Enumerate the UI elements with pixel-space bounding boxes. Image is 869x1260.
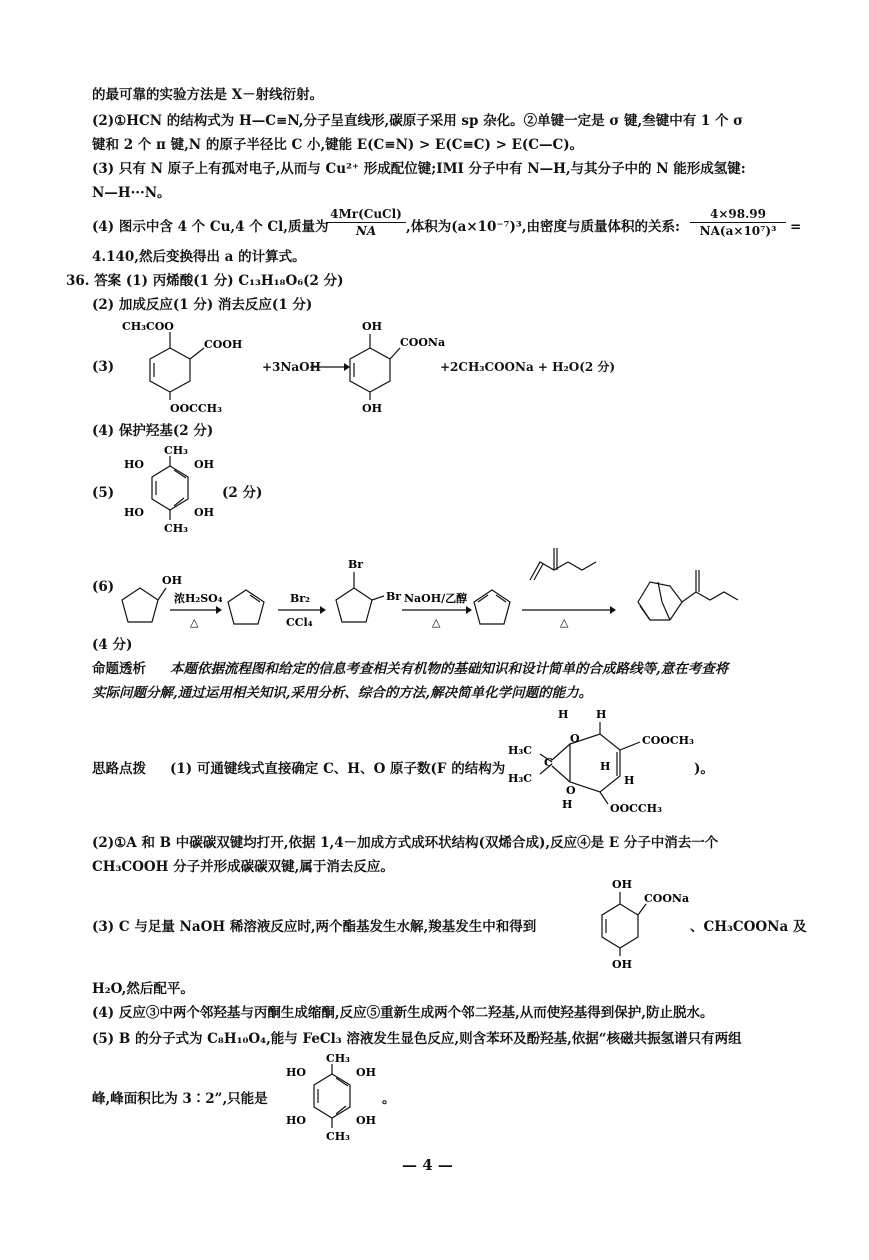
f-quaternary-carbon: C <box>544 756 553 769</box>
substituent-hydroxyl-bottom: OH <box>362 402 382 415</box>
f-hydrogen-1: H <box>558 708 569 721</box>
f-hydrogen-5: H <box>562 798 573 811</box>
final-methyl-1: CH₃ <box>326 1052 350 1065</box>
text-line-2: (2)①HCN 的结构式为 H—C≡N,分子呈直线形,碳原子采用 sp 杂化。②单键一定是 σ 键,叁键中有 1 个 σ <box>92 113 744 129</box>
text-line-19: CH₃COOH 分子并形成碳碳双键,属于消去反应。 <box>92 859 394 875</box>
text-line-17-end: )。 <box>694 761 714 777</box>
fraction-mass-denominator: NA <box>355 224 377 238</box>
bromine-2: Br <box>386 590 402 603</box>
structure-tetraol <box>120 442 230 538</box>
f-hydrogen-4: H <box>600 760 611 773</box>
fraction-density <box>690 206 786 239</box>
section-label-analysis: 命题透析 <box>92 661 146 677</box>
structure-compound-f <box>500 704 700 816</box>
structure-product-diol-salt <box>338 318 448 416</box>
cyclopentanol-oh: OH <box>162 574 182 587</box>
text-line-6a: (4) 图示中含 4 个 Cu,4 个 Cl,质量为 <box>92 219 329 235</box>
fraction-mass <box>326 206 406 239</box>
text-line-23: (5) B 的分子式为 C₈H₁₀O₄,能与 FeCl₃ 溶液发生显色反应,则含苯环及酚羟基,依据“核磁共振氢谱只有两组 <box>92 1031 742 1047</box>
text-line-8: 36. 答案 (1) 丙烯酸(1 分) C₁₃H₁₈O₆(2 分) <box>66 273 344 289</box>
text-line-16: 实际问题分解,通过运用相关知识,采用分析、综合的方法,解决简单化学问题的能力。 <box>92 685 593 701</box>
fraction-density-denominator: NA(a×10⁷)³ <box>699 224 777 238</box>
carboxylate: COONa <box>644 892 690 905</box>
hydroxyl-2: OH <box>194 458 214 471</box>
f-hydrogen-3: H <box>624 774 635 787</box>
f-acetoxy: OOCCH₃ <box>610 802 662 815</box>
reagent-naoh: +3NaOH <box>262 360 321 374</box>
final-hydroxyl-3: HO <box>286 1114 306 1127</box>
f-ring-oxygen-2: O <box>566 784 576 797</box>
condition-heat-1: △ <box>190 616 199 629</box>
text-line-12: (5) <box>92 485 115 501</box>
text-line-5: N—H···N。 <box>92 185 171 201</box>
text-line-24: 峰,峰面积比为 3∶2”,只能是 <box>92 1091 268 1107</box>
text-line-17: (1) 可通键线式直接确定 C、H、O 原子数(F 的结构为 <box>170 761 506 777</box>
f-ring-oxygen-1: O <box>570 732 580 745</box>
score-5: (2 分) <box>222 485 263 501</box>
final-hydroxyl-2: OH <box>356 1066 376 1079</box>
synthesis-route <box>110 540 790 636</box>
text-line-24-end: 。 <box>382 1091 396 1107</box>
bromine-1: Br <box>348 558 364 571</box>
structure-hydrolysis-product <box>594 876 694 972</box>
products-tail: +2CH₃COONa + H₂O(2 分) <box>440 360 616 374</box>
hydroxyl-top: OH <box>612 878 632 891</box>
reagent-bromine: Br₂ <box>290 592 310 605</box>
reagent-sulfuric-acid: 浓H₂SO₄ <box>174 592 223 605</box>
substituent-carboxyl: COOH <box>204 338 243 351</box>
methyl-2: CH₃ <box>164 522 188 535</box>
condition-heat-3: △ <box>432 616 441 629</box>
final-methyl-2: CH₃ <box>326 1130 350 1143</box>
substituent-acetoxy-bottom: OOCCH₃ <box>170 402 222 415</box>
final-hydroxyl-4: OH <box>356 1114 376 1127</box>
page-number: — 4 — <box>402 1156 453 1174</box>
section-label-hint: 思路点拨 <box>92 761 146 777</box>
solvent-ccl4: CCl₄ <box>286 616 313 629</box>
text-line-4: (3) 只有 N 原子上有孤对电子,从而与 Cu²⁺ 形成配位键;IMI 分子中有 N—H,与其分子中的 N 能形成氢键: <box>92 161 746 177</box>
substituent-acetoxy-top: CH₃COO <box>122 320 174 333</box>
substituent-carboxylate: COONa <box>400 336 446 349</box>
f-hydrogen-2: H <box>596 708 607 721</box>
text-line-20-tail: 、CH₃COONa 及 <box>690 919 807 935</box>
text-line-3: 键和 2 个 π 键,N 的原子半径比 C 小,键能 E(C≡N) > E(C≡C) > E(C—C)。 <box>92 137 584 153</box>
hydroxyl-1: HO <box>124 458 144 471</box>
text-line-7: 4.140,然后变换得出 a 的计算式。 <box>92 249 306 265</box>
structure-reactant-diacetate <box>118 318 258 416</box>
f-methyl-2: H₃C <box>508 772 532 785</box>
text-line-14: (4 分) <box>92 637 133 653</box>
fraction-density-numerator: 4×98.99 <box>690 206 786 223</box>
text-line-20: (3) C 与足量 NaOH 稀溶液反应时,两个酯基发生水解,羧基发生中和得到 <box>92 919 537 935</box>
structure-final-tetraol <box>282 1050 392 1146</box>
text-line-9: (2) 加成反应(1 分) 消去反应(1 分) <box>92 297 313 313</box>
text-line-6b: ,体积为(a×10⁻⁷)³,由密度与质量体积的关系: <box>406 219 680 235</box>
substituent-hydroxyl-top: OH <box>362 320 382 333</box>
final-hydroxyl-1: HO <box>286 1066 306 1079</box>
text-line-22: (4) 反应③中两个邻羟基与丙酮生成缩酮,反应⑤重新生成两个邻二羟基,从而使羟基得到保护,防止脱水。 <box>92 1005 714 1021</box>
hydroxyl-bottom: OH <box>612 958 632 971</box>
text-line-1: 的最可靠的实验方法是 X－射线衍射。 <box>92 87 324 103</box>
hydroxyl-4: OH <box>194 506 214 519</box>
reagent-naoh-ethanol: NaOH/乙醇 <box>404 592 468 605</box>
text-line-13: (6) <box>92 579 115 595</box>
text-line-15: 本题依据流程图和给定的信息考查相关有机物的基础知识和设计简单的合成路线等,意在考查将 <box>170 661 729 677</box>
condition-heat-4: △ <box>560 616 569 629</box>
text-line-18: (2)①A 和 B 中碳碳双键均打开,依据 1,4－加成方式成环状结构(双烯合成),反应④是 E 分子中消去一个 <box>92 835 719 851</box>
f-methyl-ester: COOCH₃ <box>642 734 694 747</box>
hydroxyl-3: HO <box>124 506 144 519</box>
fraction-mass-numerator: 4Mr(CuCl) <box>326 206 406 223</box>
text-line-11: (4) 保护羟基(2 分) <box>92 423 214 439</box>
methyl-1: CH₃ <box>164 444 188 457</box>
text-line-6c: = <box>790 219 802 235</box>
f-methyl-1: H₃C <box>508 744 532 757</box>
text-line-10: (3) <box>92 359 115 375</box>
text-line-21: H₂O,然后配平。 <box>92 981 194 997</box>
